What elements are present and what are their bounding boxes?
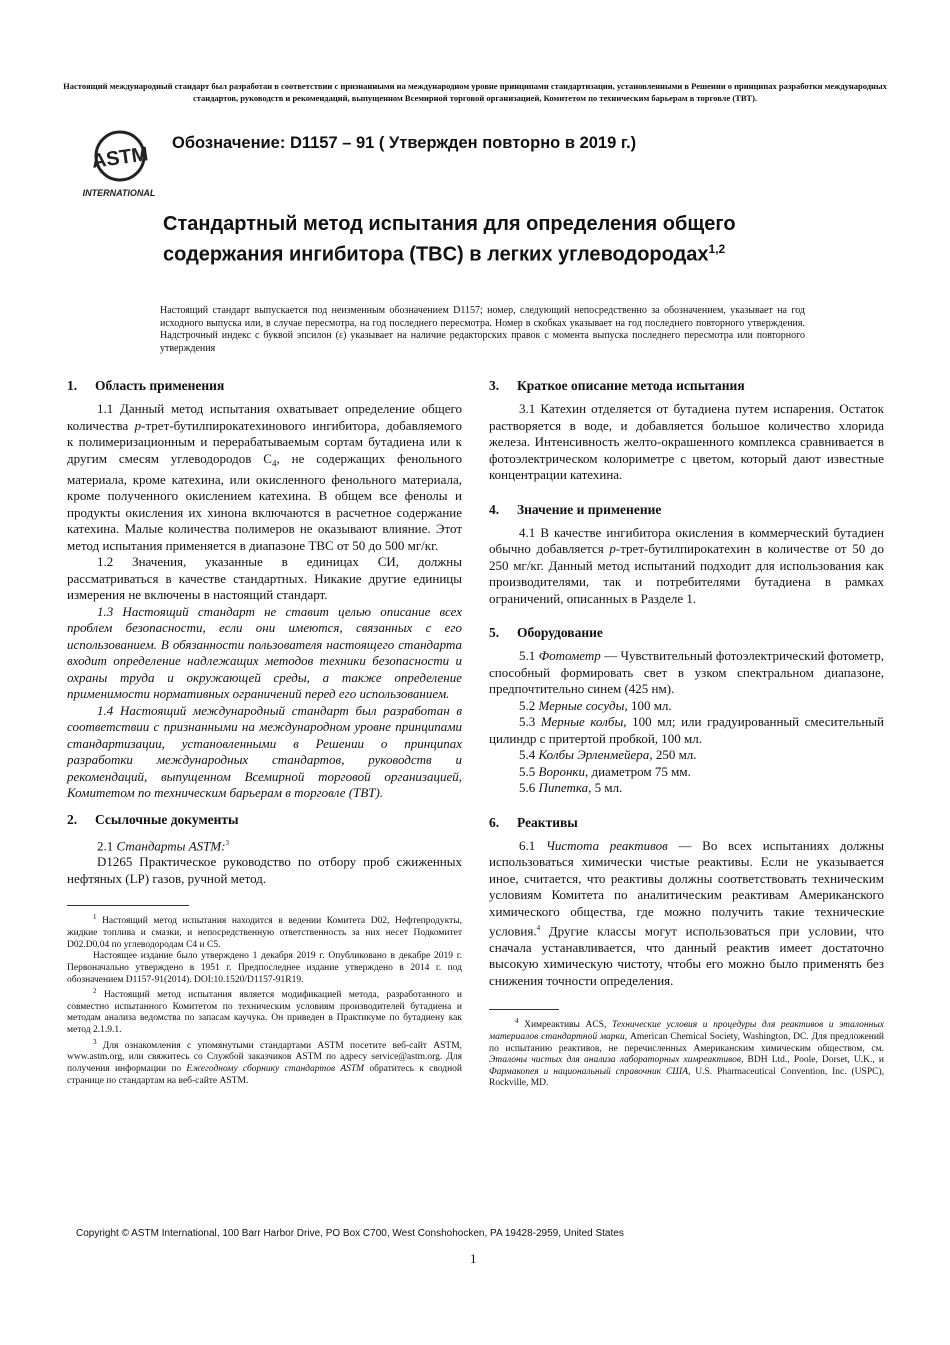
section-heading: 6. Реактивы	[489, 814, 578, 830]
paragraph: 5.5 Воронки, диаметром 75 мм.	[519, 763, 691, 779]
paragraph: 4.1 В качестве ингибитора окисления в коммерческий бутадиен обычно добавляется p-трет-бутилпирокатехин в количестве от 50 до 250 мг/кг. Данный метод испытаний подходит для использования как производителями, так и потребителями бутадиена в рамках ограничений, описанных в Разделе 1.	[489, 524, 884, 606]
paragraph: 1.2 Значения, указанные в единицах СИ, должны рассматриваться в качестве стандартных. Никакие другие единицы измерения не включены в настоящий стандарт.	[67, 554, 462, 603]
page-number: 1	[470, 1251, 477, 1266]
svg-text:ASTM: ASTM	[90, 143, 150, 173]
footnote: $^1$ Настоящий метод испытания находится в ведении Комитета D02, Нефтепродукты, жидкие топлива и смазки, и непосредственную ответственность за них несет Подкомитет D02.D0.04 по углеводородам С4 и С5.	[67, 913, 463, 950]
paragraph: D1265 Практическое руководство по отбору проб сжиженных нефтяных (LP) газов, ручной метод.	[67, 854, 462, 886]
astm-logo	[80, 128, 158, 198]
footnotes-left	[67, 912, 462, 1087]
issuance-note: Настоящий стандарт выпускается под неизменным обозначением D1157; номер, следующий непосредственно за обозначением, указывает на год исходного выпуска или, в случае пересмотра, на год последнего пересмотра. Номер в скобках указывает на год последнего повторного утверждения. Надстрочный индекс с буквой эпсилон (ε) указывает на наличие редакторских правок с момента выпуска последнего пересмотра или повторного утверждения	[160, 305, 805, 354]
copyright: Copyright © ASTM International, 100 Barr Harbor Drive, PO Box C700, West Conshohocken, PA 19428-2959, United States	[76, 1228, 624, 1239]
footnotes-right	[489, 1016, 884, 1090]
paragraph: 1.3 Настоящий стандарт не ставит целью описание всех проблем безопасности, если они имеются, связанных с его использованием. В обязанности пользователя настоящего стандарта входит определение надлежащих методов техники безопасности и охраны труда и окружающей среды, а также определение применимости нормативных ограничений перед его использованием.	[67, 603, 462, 702]
paragraph: 5.2 Мерные сосуды, 100 мл.	[519, 697, 672, 713]
international-standard-notice: Настоящий международный стандарт был разработан в соответствии с признанными на международном уровне принципами стандартизации, установленными в Решении о принципах разработки международных стандартов, руководств и рекомендаций, выпущенном Всемирной торговой организацией, Комитетом по техническим барьерам в торговле (ТВТ).	[63, 81, 887, 103]
footnote: $^2$ Настоящий метод испытания является модификацией метода, разработанного и совместно испытанного Комитетом по техническим условиям производителей бутадиена и методам анализа ведомства по запасам каучука. Он приведен в Практикуме по бутадиену как метод 2.1.9.1.	[67, 987, 462, 1036]
section-heading: 4. Значение и применение	[489, 501, 662, 517]
paragraph: 5.1 Фотометр — Чувствительный фотоэлектрический фотометр, способный формировать свет в узком спектральном диапазоне, предпочтительно синем (425 нм).	[489, 648, 884, 696]
footnote: $^4$ Химреактивы ACS, Технические условия и процедуры для реактивов и эталонных материалов стандартной марки, American Chemical Society, Washington, DC. Для предложений по испытанию реактивов, не перечисленных Американским химическим обществом, см. Эталоны чистых для анализа лабораторных химреактивов, BDH Ltd., Poole, Dorset, U.K., и Фармакопея и национальный справочник США, U.S. Pharmaceutical Convention, Inc. (USPC), Rockville, MD.	[489, 1017, 884, 1089]
paragraph: 1.4 Настоящий международный стандарт был разработан в соответствии с признанными на международном уровне принципами стандартизации, установленными в Решении о принципах разработки международных стандартов, руководств и рекомендаций, выпущенном Всемирной торговой организацией, Комитетом по техническим барьерам в торговле (TBT).	[67, 702, 462, 801]
logo-text: INTERNATIONAL	[82, 188, 156, 198]
paragraph: 5.4 Колбы Эрленмейера, 250 мл.	[519, 747, 697, 762]
paragraph: 3.1 Катехин отделяется от бутадиена путем испарения. Остаток растворяется в воде, и добавляется большое количество хлорида железа. Интенсивность желто-окрашенного комплекса сравнивается в фотоэлектрическом колориметре с цветом, который дают известные концентрации катехина.	[489, 401, 884, 482]
paragraph: 2.1 Стандарты ASTM:$^3$	[97, 837, 230, 853]
right-column	[489, 378, 884, 1090]
paragraph: 5.3 Мерные колбы, 100 мл; или градуированный смесительный цилиндр с притертой пробкой, 100 мл.	[489, 714, 884, 746]
section-heading: 1. Область применения	[67, 378, 225, 393]
paragraph: 5.6 Пипетка, 5 мл.	[519, 780, 623, 795]
section-heading: 2. Ссылочные документы	[67, 811, 239, 827]
footnote: Настоящее издание было утверждено 1 декабря 2019 г. Опубликовано в декабре 2019 г. Первоначально утверждено в 1951 г. Предпоследнее издание утверждено в 2014 г. под обозначением D1157-91(2014). DOI:10.1520/D1157-91R19.	[67, 951, 462, 985]
section-heading: 3. Краткое описание метода испытания	[489, 378, 745, 393]
left-column	[67, 378, 462, 1087]
designation: Обозначение: D1157 – 91 ( Утвержден повторно в 2019 г.)	[172, 134, 637, 152]
paragraph: 6.1 Чистота реактивов — Во всех испытаниях должны использоваться химически чистые реактивы. Если не указывается иное, считается, что реактивы должны соответствовать техническим условиям Комитета по аналитическим реактивам Американского химического общества, где можно получить такие технические условия.$^4$ Другие классы могут использоваться при условии, что сначала устанавливается, что данный реактив имеет достаточно высокую химическую чистоту, чтобы его можно было применять без снижения точности определения.	[489, 837, 884, 988]
page-title: Стандартный метод испытания для определения общего содержания ингибитора (TBC) в легких углеводородах$^{1,2}$	[163, 213, 736, 266]
footnote: $^3$ Для ознакомления с упомянутыми стандартами ASTM посетите веб-сайт ASTM, www.astm.org, или свяжитесь со Службой заказчиков ASTM по адресу service@astm.org. Для получения информации по Ежегодному сборнику стандартов ASTM обратитесь к сводной странице по стандартам на веб-сайте ASTM.	[67, 1037, 463, 1086]
paragraph: 1.1 Данный метод испытания охватывает определение общего количества p-трет-бутилпирокатехинового ингибитора, добавляемого к полимеризационным и перерабатываемым сортам бутадиена или к другим смесям углеводородов $C_4$, не содержащих фенольного материала, кроме катехина, или окисленного фенольного материала, кроме полученного окислением катехина. В общем все фенолы и продукты окисления их хинона включаются в расчетное содержание катехина. Малые количества полимеров не оказывают влияние. Этот метод испытания применяется в диапазоне TBC от 50 до 500 мг/кг.	[67, 401, 463, 553]
section-heading: 5. Оборудование	[489, 625, 603, 640]
